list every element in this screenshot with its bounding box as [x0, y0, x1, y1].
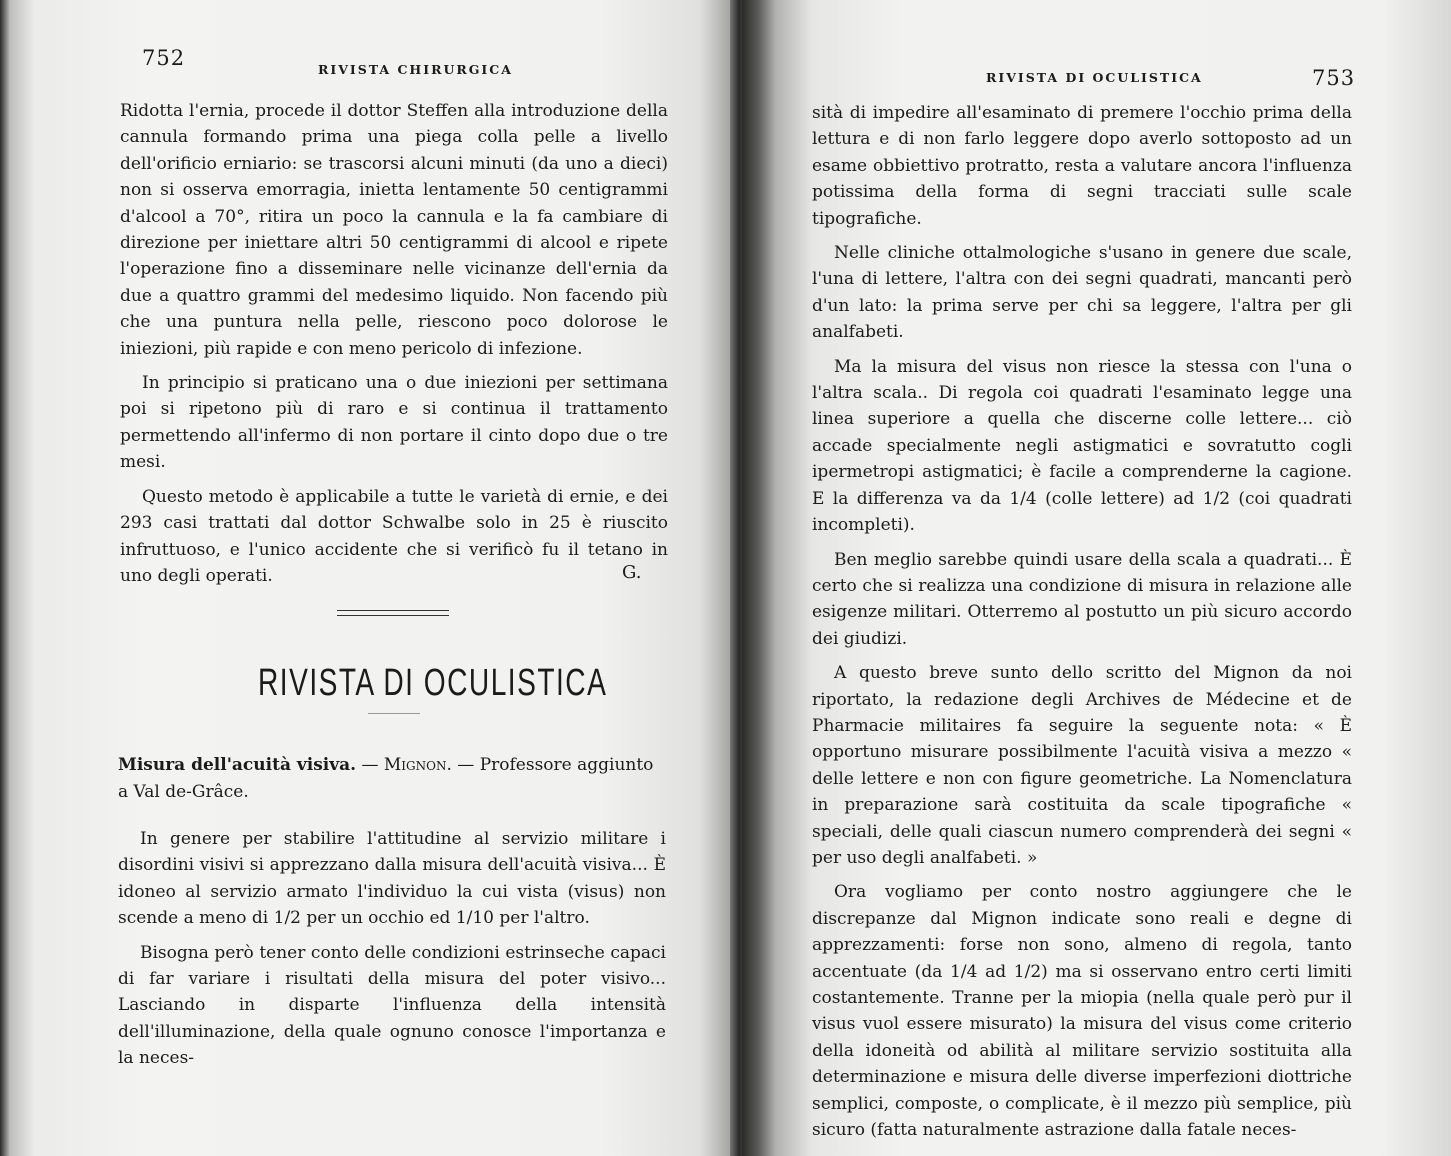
page-number: 753 — [1312, 66, 1356, 90]
signature: G. — [622, 562, 642, 583]
left-body-text — [120, 98, 668, 597]
paragraph: A questo breve sunto dello scritto del Mignon da noi riportato, la redazione degli Archives de Médecine et de Pharmacie militaires fa seguire la seguente nota: « È opportuno misurare possibilmente l'acuità visiva a mezzo « delle lettere e non con figure geometriche. La Nomenclatura in preparazione sarà costituita da scale tipografiche « speciali, delle quali ciascun numero comprenderà dei segni « per uso degli analfabeti. » — [812, 663, 1352, 868]
title-underline — [368, 713, 420, 714]
article-title: Misura dell'acuità visiva. — [118, 755, 357, 775]
paragraph: Nelle cliniche ottalmologiche s'usano in genere due scale, l'una di lettere, l'altra con dei segni quadrati, mancanti però d'un lato: la prima serve per chi sa leggere, l'altra per gli analfabeti. — [812, 243, 1352, 343]
paragraph: Ma la misura del visus non riesce la stessa con l'una o l'altra scala.. Di regola coi quadrati l'esaminato legge una linea superiore a quella che discerne colle lettere... ciò accade specialmente negli astigmatici e sovratutto cogli ipermetropi astigmatici; è facile a comprenderne la cagione. E la differenza va da 1/4 (colle lettere) ad 1/2 (coi quadrati incompleti). — [812, 356, 1352, 536]
paragraph: In genere per stabilire l'attitudine al servizio militare i disordini visivi si apprezzano dalla misura dell'acuità visiva... È idoneo al servizio armato l'individuo la cui vista (visus) non scende a meno di 1/2 per un occhio ed 1/10 per l'altro. — [118, 829, 666, 929]
section-title: RIVISTA DI OCULISTICA — [258, 662, 608, 704]
paragraph: sità di impedire all'esaminato di premere l'occhio prima della lettura e di non farlo leggere dopo averlo sottoposto ad un esame obbiettivo protratto, resta a valutare ancora l'influenza potissima della forma di segni tracciati sulle scale tipografiche. — [812, 103, 1352, 229]
paragraph: Bisogna però tener conto delle condizioni estrinseche capaci di far variare i risultati della misura del poter visivo... Lasciando in disparte l'influenza della intensità dell'illuminazione, della quale ognuno conosce l'importanza e la neces- — [118, 942, 666, 1069]
paragraph: In principio si praticano una o due iniezioni per settimana poi si ripetono più di raro e si continua il trattamento permettendo all'infermo di non portare il cinto dopo due o tre mesi. — [120, 373, 668, 473]
paragraph: Ben meglio sarebbe quindi usare della scala a quadrati... È certo che si realizza una condizione di misura in relazione alle esigenze militari. Otterremo al postutto un più sicuro accordo dei giudizi. — [812, 549, 1352, 649]
right-body-text — [812, 100, 1352, 1151]
section-divider — [337, 615, 449, 616]
page-number: 752 — [142, 46, 186, 70]
article-author-note: Professore aggiunto a Val de-Grâce. — [118, 755, 654, 802]
paragraph: Ridotta l'ernia, procede il dottor Steffen alla introduzione della cannula formando prima una piega colla pelle a livello dell'orificio erniario: se trascorsi alcuni minuti (da uno a dieci) non si osserva emorragia, inietta lentamente 50 centigrammi d'alcool a 70°, ritira un poco la cannula e la fa cambiare di direzione per iniettare altri 50 centigrammi di alcool e ripete l'operazione fino a disseminare nelle vicinanze dell'ernia da due a quattro grammi del medesimo liquido. Non facendo più che una puntura nella pelle, riescono poco dolorose le iniezioni, più rapide e con meno pericolo di infezione. — [120, 101, 668, 359]
paragraph: Ora vogliamo per conto nostro aggiungere che le discrepanze dal Mignon indicate sono reali e degne di apprezzamenti: forse non sono, almeno di regola, tanto accentuate (da 1/4 ad 1/2) ma si osservano entro certi limiti costantemente. Tranne per la miopia (nella quale però pur il visus vuol essere misurato) la misura del visus come criterio della idoneità od abilità al militare servizio sostituita alla determinazione e misura delle diverse imperfezioni diottriche semplici, composte, o complicate, è il mezzo più semplice, più sicuro (fatta naturalmente astrazione dalla fatale neces- — [812, 882, 1352, 1141]
article-body-text — [118, 826, 666, 1080]
right-page — [742, 0, 1451, 1156]
article-heading: Misura dell'acuità visiva. — Mignon. — Professore aggiunto a Val de-Grâce. — [118, 755, 654, 802]
article-author: Mignon. — [383, 755, 452, 775]
paragraph: Questo metodo è applicabile a tutte le varietà di ernie, e dei 293 casi trattati dal dottor Schwalbe solo in 25 è riuscito infruttuoso, e l'unico accidente che si verificò fu il tetano in uno degli operati. — [120, 486, 668, 586]
running-head: RIVISTA DI OCULISTICA — [986, 70, 1203, 85]
running-head: RIVISTA CHIRURGICA — [318, 62, 513, 77]
section-divider — [337, 610, 449, 611]
